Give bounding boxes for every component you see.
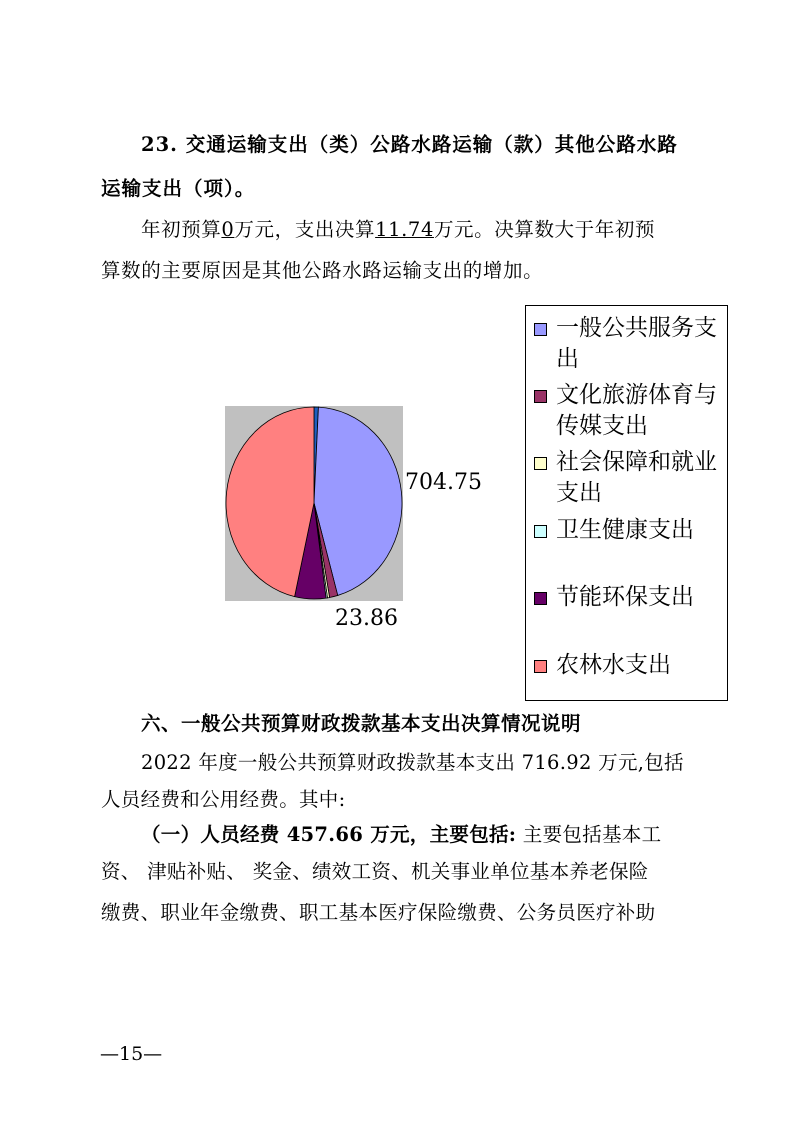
legend-label: 一般公共服务支出 xyxy=(556,315,717,372)
legend-swatch xyxy=(534,592,547,605)
legend-label: 节能环保支出 xyxy=(556,584,694,610)
pie-chart xyxy=(225,406,403,601)
section-6-paragraph1-line1: 2022 年度一般公共预算财政拨款基本支出 716.92 万元,包括 xyxy=(141,751,684,774)
section-23-paragraph-line1 xyxy=(141,217,655,243)
chart-legend xyxy=(525,305,728,701)
legend-label: 社会保障和就业支出 xyxy=(556,449,717,506)
legend-swatch xyxy=(534,525,547,538)
page-number: —15— xyxy=(100,1043,163,1065)
section-23-heading-line1: 23. 交通运输支出（类）公路水路运输（款）其他公路水路 xyxy=(141,133,678,156)
legend-item-health xyxy=(534,515,724,546)
initial-budget-value: 0 xyxy=(221,218,235,241)
budget-mid: 万元，支出决算 xyxy=(234,218,376,241)
personnel-expense-heading: （一）人员经费 457.66 万元，主要包括: xyxy=(141,823,517,846)
legend-item-general-public-services xyxy=(534,313,724,375)
section-23-heading-line2: 运输支出（项）。 xyxy=(101,177,256,200)
section-6-paragraph2-line1 xyxy=(141,822,661,848)
section-23-paragraph-line2: 算数的主要原因是其他公路水路运输支出的增加。 xyxy=(101,259,544,282)
data-label-2: 23.86 xyxy=(335,606,398,631)
legend-item-energy-conservation xyxy=(534,582,724,613)
section-6-paragraph2-line2: 资、 津贴补贴、 奖金、绩效工资、机关事业单位基本养老保险 xyxy=(101,860,649,883)
legend-item-social-security-employment xyxy=(534,447,724,509)
data-label-1: 704.75 xyxy=(405,470,482,495)
legend-label: 文化旅游体育与传媒支出 xyxy=(556,382,717,439)
personnel-expense-intro: 主要包括基本工 xyxy=(516,823,662,846)
legend-item-agriculture-forestry-water xyxy=(534,650,724,681)
pie-slice-6 xyxy=(226,407,314,597)
budget-prefix: 年初预算 xyxy=(141,218,222,241)
legend-swatch xyxy=(534,457,547,470)
legend-item-culture-tourism-sports-media xyxy=(534,380,724,442)
section-6-paragraph2-line3: 缴费、职业年金缴费、职工基本医疗保险缴费、公务员医疗补助 xyxy=(101,901,656,924)
legend-swatch xyxy=(534,323,547,336)
budget-suffix: 万元。决算数大于年初预 xyxy=(433,218,656,241)
legend-label: 农林水支出 xyxy=(556,652,671,678)
section-6-paragraph1-line2: 人员经费和公用经费。其中: xyxy=(101,788,346,811)
section-6-heading: 六、一般公共预算财政拨款基本支出决算情况说明 xyxy=(141,712,582,735)
legend-swatch xyxy=(534,390,547,403)
legend-swatch xyxy=(534,660,547,673)
legend-label: 卫生健康支出 xyxy=(556,517,694,543)
final-account-value: 11.74 xyxy=(375,218,434,241)
